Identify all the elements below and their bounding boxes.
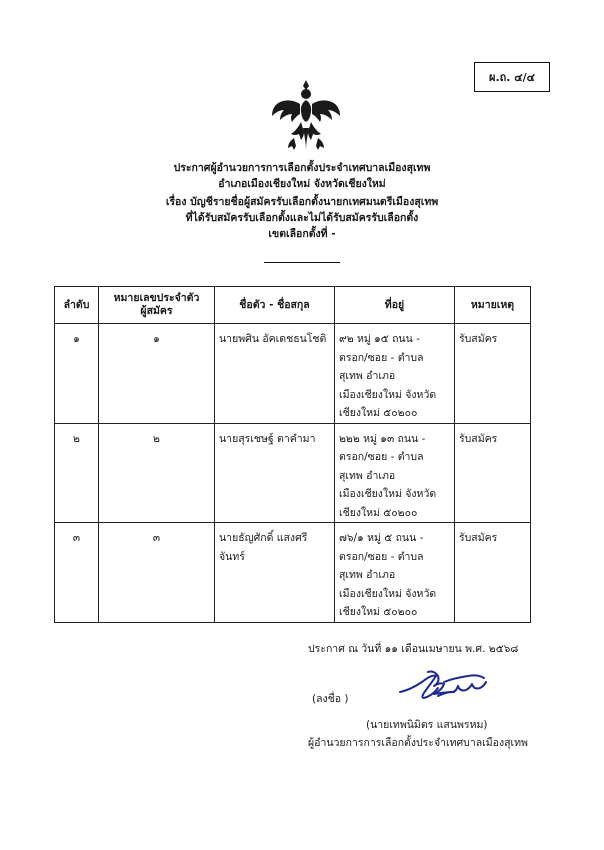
signer-position: ผู้อำนวยการการเลือกตั้งประจำเทศบาลเมืองสุเทพ: [308, 737, 528, 749]
candidate-table: [54, 286, 531, 623]
cell-remark: รับสมัคร: [455, 324, 531, 424]
cell-remark: รับสมัคร: [455, 423, 531, 523]
cell-address: ๒๒๒ หมู่ ๑๓ ถนน - ตรอก/ซอย - ตำบล สุเทพ อำเภอ เมืองเชียงใหม่ จังหวัด เชียงใหม่ ๕๐๒๐๐: [335, 423, 455, 523]
header-order: ลำดับ: [55, 287, 99, 324]
cell-name: นายสุรเชษฐ์ ตาคำมา: [215, 423, 335, 523]
form-code-box: ผ.ถ. ๔/๔: [474, 62, 550, 92]
signer-name: (นายเทพนิมิตร แสนพรหม): [366, 719, 488, 731]
heading-line-4: ที่ได้รับสมัครรับเลือกตั้งและไม่ได้รับสมัครรับเลือกตั้ง: [185, 212, 419, 224]
cell-candidate-number: ๑: [99, 324, 215, 424]
table-row: [55, 423, 531, 523]
cell-name: นายธัญศักดิ์ แสงศรีจันทร์: [215, 523, 335, 623]
cell-candidate-number: ๓: [99, 523, 215, 623]
header-candidate-number: [99, 287, 215, 324]
header-remark: หมายเหตุ: [455, 287, 531, 324]
heading-divider: [264, 262, 340, 263]
table-row: [55, 324, 531, 424]
cell-candidate-number: ๒: [99, 423, 215, 523]
header-address: ที่อยู่: [335, 287, 455, 324]
cell-order: ๒: [55, 423, 99, 523]
cell-name: นายพศิน อัคเดชธนโชติ: [215, 324, 335, 424]
table-row: [55, 523, 531, 623]
heading-line-2: อำเภอเมืองเชียงใหม่ จังหวัดเชียงใหม่: [218, 178, 386, 190]
cell-address: ๙๒ หมู่ ๑๕ ถนน - ตรอก/ซอย - ตำบล สุเทพ อำเภอ เมืองเชียงใหม่ จังหวัด เชียงใหม่ ๕๐๒๐๐: [335, 324, 455, 424]
garuda-emblem-icon: [270, 78, 342, 154]
header-candidate-number-line-1: หมายเลขประจำตัว: [113, 292, 200, 304]
heading-line-3: เรื่อง บัญชีรายชื่อผู้สมัครรับเลือกตั้งนายกเทศมนตรีเมืองสุเทพ: [165, 196, 439, 208]
handwritten-signature: [398, 662, 494, 706]
table-header-row: [55, 287, 531, 324]
heading-line-1: ประกาศผู้อำนวยการการเลือกตั้งประจำเทศบาลเมืองสุเทพ: [173, 162, 431, 174]
cell-order: ๓: [55, 523, 99, 623]
cell-remark: รับสมัคร: [455, 523, 531, 623]
header-candidate-number-line-2: ผู้สมัคร: [140, 305, 173, 317]
cell-order: ๑: [55, 324, 99, 424]
heading-line-5: เขตเลือกตั้งที่ -: [268, 228, 336, 240]
header-name: ชื่อตัว - ชื่อสกุล: [215, 287, 335, 324]
signature-label: (ลงชื่อ ): [312, 693, 349, 705]
cell-address: ๗๖/๑ หมู่ ๕ ถนน - ตรอก/ซอย - ตำบล สุเทพ อำเภอ เมืองเชียงใหม่ จังหวัด เชียงใหม่ ๕๐๒๐๐: [335, 523, 455, 623]
announcement-date: ประกาศ ณ วันที่ ๑๑ เดือนเมษายน พ.ศ. ๒๕๖๘: [308, 643, 519, 655]
